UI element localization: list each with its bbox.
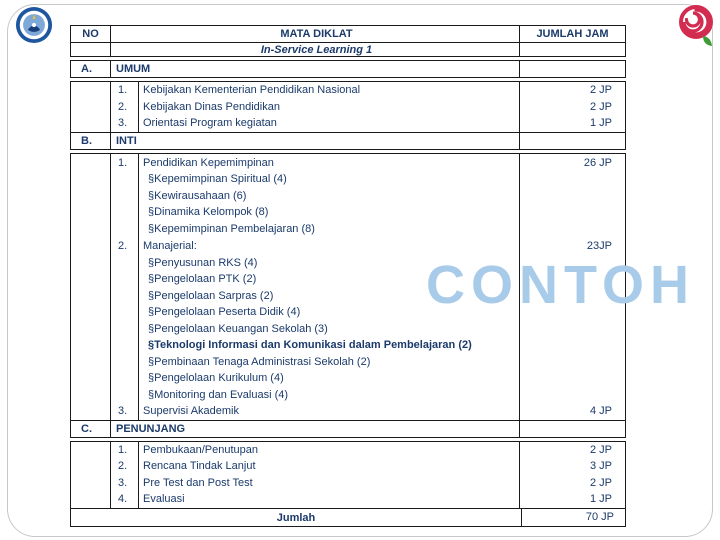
empty-cell <box>71 237 111 403</box>
item-number: 3. <box>111 403 139 420</box>
section-title: UMUM <box>116 63 151 75</box>
empty-cell <box>71 475 111 492</box>
item-text: Supervisi Akademik <box>143 405 239 417</box>
item-text: Kebijakan Dinas Pendidikan <box>143 100 280 113</box>
bullet-item: §Pengelolaan Peserta Didik (4) <box>148 306 301 318</box>
total-label: Jumlah <box>276 511 316 524</box>
item-number: 2. <box>111 99 139 116</box>
empty-cell <box>519 133 625 149</box>
item-hours: 4 JP <box>519 403 625 420</box>
bullet-item: §Kepemimpinan Pembelajaran (8) <box>148 222 315 235</box>
bullet-item: §Pengelolaan Kurikulum (4) <box>148 372 284 384</box>
institution-logo <box>674 2 718 49</box>
item-hours: 1 JP <box>519 491 625 508</box>
item-cell <box>139 154 519 238</box>
subtitle-row <box>71 43 625 56</box>
column-header-row <box>71 26 625 43</box>
item-hours: 3 JP <box>519 458 625 475</box>
bullet-item: §Pengelolaan Sarpras (2) <box>148 289 274 302</box>
table-header-block <box>70 25 626 57</box>
item-hours: 26 JP <box>519 154 625 238</box>
empty-cell <box>71 442 111 459</box>
table-row <box>71 99 625 116</box>
section-c-row <box>71 420 625 437</box>
bullet-item: §Monitoring dan Evaluasi (4) <box>148 388 289 401</box>
section-b-row <box>71 132 625 149</box>
empty-cell <box>71 99 111 116</box>
empty-cell <box>519 43 625 56</box>
empty-cell <box>71 154 111 238</box>
section-a-items-block <box>70 81 626 150</box>
item-text: Pendidikan Kepemimpinan <box>143 156 274 169</box>
item-text: Pre Test dan Post Test <box>143 476 253 489</box>
bullet-item: §Kepemimpinan Spiritual (4) <box>148 173 287 185</box>
empty-cell <box>519 61 625 77</box>
table-row <box>71 115 625 132</box>
item-number: 3. <box>111 475 139 492</box>
item-number: 1. <box>111 154 139 238</box>
item-text: Orientasi Program kegiatan <box>143 117 277 129</box>
item-number: 1. <box>111 442 139 459</box>
bullet-item: §Kewirausahaan (6) <box>148 189 247 202</box>
item-hours: 2 JP <box>519 475 625 492</box>
section-label: C. <box>71 421 111 437</box>
item-number: 2. <box>111 458 139 475</box>
item-hours: 2 JP <box>519 442 625 459</box>
table-row <box>71 82 625 99</box>
section-a-row <box>71 61 625 77</box>
bullet-item: §Dinamika Kelompok (8) <box>148 206 269 218</box>
total-hours: 70 JP <box>521 509 627 526</box>
empty-cell <box>71 491 111 508</box>
section-label: B. <box>71 133 111 149</box>
empty-cell <box>71 82 111 99</box>
hours-column-header: JUMLAH JAM <box>519 26 625 42</box>
item-text: Rencana Tindak Lanjut <box>143 460 256 472</box>
item-hours: 1 JP <box>519 115 625 132</box>
bullet-item: §Penyusunan RKS (4) <box>148 256 258 269</box>
table-row <box>71 491 625 508</box>
empty-cell <box>519 421 625 437</box>
item-text: Kebijakan Kementerian Pendidikan Nasional <box>143 84 361 96</box>
contoh-watermark: CONTOH <box>426 255 696 315</box>
ministry-education-logo <box>15 6 53 44</box>
item-hours: 2 JP <box>519 99 625 116</box>
item-text: Evaluasi <box>143 493 185 505</box>
item-number: 1. <box>111 82 139 99</box>
bullet-item: §Pengelolaan Keuangan Sekolah (3) <box>148 322 328 335</box>
item-hours: 2 JP <box>519 82 625 99</box>
empty-cell <box>71 43 111 56</box>
section-c-items-block <box>70 441 626 527</box>
item-number: 3. <box>111 115 139 132</box>
item-number: 2. <box>111 237 139 403</box>
item-hours: 23JP <box>519 237 625 403</box>
bullet-item: §Pembinaan Tenaga Administrasi Sekolah (2) <box>148 355 371 368</box>
empty-cell <box>71 458 111 475</box>
empty-cell <box>71 115 111 132</box>
section-title: INTI <box>116 134 137 147</box>
item-text: Manajerial: <box>143 240 197 252</box>
item-number: 4. <box>111 491 139 508</box>
section-a-header-block <box>70 60 626 78</box>
table-row <box>71 154 625 238</box>
table-row <box>71 403 625 420</box>
no-column-header: NO <box>71 26 111 42</box>
section-label: A. <box>71 61 111 77</box>
table-subtitle: In-Service Learning 1 <box>260 44 373 56</box>
subject-column-header: MATA DIKLAT <box>280 28 353 40</box>
empty-cell <box>71 403 111 420</box>
total-row <box>71 508 625 526</box>
table-row <box>71 458 625 475</box>
section-title: PENUNJANG <box>116 422 186 435</box>
table-row <box>71 475 625 492</box>
bullet-item: §Teknologi Informasi dan Komunikasi dalam Pembelajaran (2) <box>148 339 472 351</box>
bullet-item: §Pengelolaan PTK (2) <box>148 273 257 285</box>
table-row <box>71 442 625 459</box>
item-text: Pembukaan/Penutupan <box>143 443 258 456</box>
